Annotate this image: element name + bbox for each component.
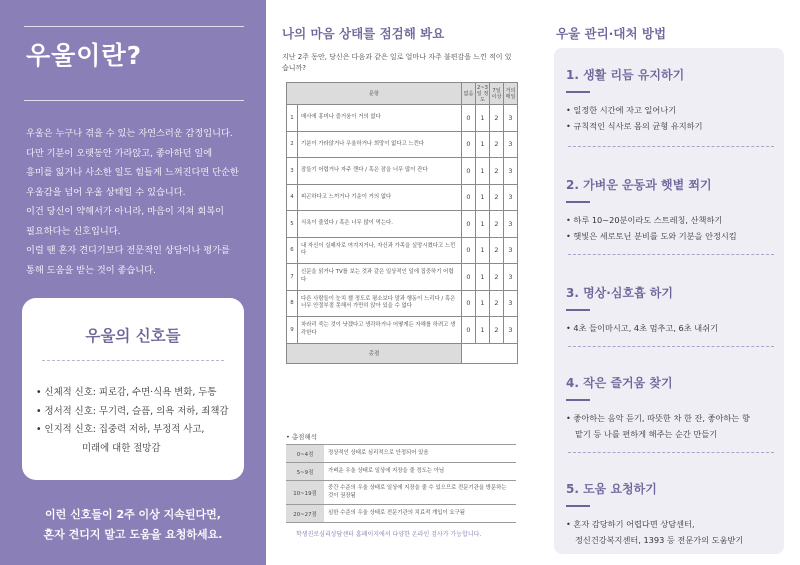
top-divider <box>24 26 244 27</box>
checklist-row <box>287 237 518 264</box>
intro-line: 통해 도움을 받는 것이 좋습니다. <box>26 264 156 276</box>
step-underline <box>566 505 590 507</box>
item-text: 피곤하다고 느끼거나 기운이 거의 없다 <box>298 184 462 211</box>
score-cell[interactable]: 3 <box>504 237 518 264</box>
item-text: 잠들기 어렵거나 자주 깬다 / 혹은 잠을 너무 많이 잔다 <box>298 158 462 185</box>
score-cell[interactable]: 1 <box>476 131 490 158</box>
score-cell[interactable]: 0 <box>462 105 476 132</box>
intro-line: 이럴 땐 혼자 견디기보다 전문적인 상담이나 평가를 <box>26 245 230 256</box>
step-lines <box>566 212 776 244</box>
intro-line: 다만 기분이 오랫동안 가라앉고, 좋아하던 일에 <box>26 147 213 159</box>
item-number: 1 <box>287 105 298 132</box>
left-panel <box>0 0 266 565</box>
title-divider <box>24 100 244 101</box>
step-divider <box>568 452 774 453</box>
score-cell[interactable]: 2 <box>490 290 504 317</box>
step-line: • 규칙적인 식사로 몸의 균형 유지하기 <box>566 121 703 131</box>
score-cell[interactable]: 3 <box>504 105 518 132</box>
item-text: 차라리 죽는 것이 낫겠다고 생각하거나 어떻게든 자해를 하려고 생각한다 <box>298 317 462 344</box>
score-range: 20~27점 <box>286 505 324 523</box>
score-cell[interactable]: 0 <box>462 290 476 317</box>
score-range: 5~9점 <box>286 463 324 481</box>
score-cell[interactable]: 1 <box>476 105 490 132</box>
checklist-row <box>287 211 518 238</box>
item-text: 식욕이 줄었다 / 혹은 너무 많이 먹는다. <box>298 211 462 238</box>
score-cell[interactable]: 2 <box>490 158 504 185</box>
score-cell[interactable]: 3 <box>504 211 518 238</box>
item-number: 6 <box>287 237 298 264</box>
score-cell[interactable]: 1 <box>476 211 490 238</box>
score-cell[interactable]: 2 <box>490 131 504 158</box>
score-cell[interactable]: 1 <box>476 237 490 264</box>
step-divider <box>568 146 774 147</box>
score-cell[interactable]: 1 <box>476 290 490 317</box>
item-number: 9 <box>287 317 298 344</box>
item-number: 3 <box>287 158 298 185</box>
step-underline <box>566 201 590 203</box>
step-line: 정신건강복지센터, 1393 등 전문가의 도움받기 <box>575 535 744 545</box>
score-description: 가벼운 우울 상태로 일상에 지장을 줄 정도는 아님 <box>324 463 516 481</box>
step-lines <box>566 410 776 442</box>
checklist-title: 나의 마음 상태를 점검해 봐요 <box>282 26 445 41</box>
signs-list <box>36 384 228 458</box>
item-number: 8 <box>287 290 298 317</box>
item-text: 매사에 흥미나 즐거움이 거의 없다 <box>298 105 462 132</box>
item-text: 다른 사람들이 눈치 챌 정도로 평소보다 말과 행동이 느리다 / 혹은 너무 안절부절 못해서 가만히 앉아 있을 수 없다 <box>298 290 462 317</box>
interpretation-row <box>286 505 516 523</box>
score-cell[interactable]: 0 <box>462 264 476 291</box>
interpretation-table <box>286 444 516 523</box>
step-line: • 하루 10~20분이라도 스트레칭, 산책하기 <box>566 215 723 225</box>
checklist-row <box>287 158 518 185</box>
sign-item-emotional: • 정서적 신호: 무기력, 슬픔, 의욕 저하, 죄책감 <box>36 405 229 417</box>
total-label: 총점 <box>287 343 462 363</box>
intro-line: 우울은 누구나 겪을 수 있는 자연스러운 감정입니다. <box>26 128 233 139</box>
help-message <box>0 505 266 545</box>
score-cell[interactable]: 1 <box>476 158 490 185</box>
step-underline <box>566 91 590 93</box>
score-cell[interactable]: 0 <box>462 131 476 158</box>
score-cell[interactable]: 2 <box>490 184 504 211</box>
help-line: 이런 신호들이 2주 이상 지속된다면, <box>45 508 221 521</box>
score-cell[interactable]: 2 <box>490 211 504 238</box>
score-cell[interactable]: 2 <box>490 105 504 132</box>
item-number: 7 <box>287 264 298 291</box>
interpretation-row <box>286 445 516 463</box>
step-line: • 4초 들이마시고, 4초 멈추고, 6초 내쉬기 <box>566 323 719 333</box>
score-cell[interactable]: 1 <box>476 184 490 211</box>
score-cell[interactable]: 0 <box>462 237 476 264</box>
score-cell[interactable]: 3 <box>504 131 518 158</box>
intro-line: 이건 당신이 약해서가 아니라, 마음이 지쳐 회복이 <box>26 206 224 217</box>
signs-card <box>22 298 244 480</box>
checklist-question: 지난 2주 동안, 당신은 다음과 같은 일로 얼마나 자주 불편감을 느낀 적이 있습니까? <box>282 53 512 72</box>
col-header-daily: 거의 매일 <box>504 83 518 105</box>
checklist-row <box>287 105 518 132</box>
checklist-table <box>286 82 518 364</box>
score-cell[interactable]: 3 <box>504 184 518 211</box>
total-score-field[interactable] <box>462 343 518 363</box>
interpretation-title: • 총점해석 <box>286 433 318 441</box>
coping-step-breathing <box>566 284 776 336</box>
item-text: 기분이 가라앉거나 우울하거나 희망이 없다고 느낀다 <box>298 131 462 158</box>
item-number: 2 <box>287 131 298 158</box>
step-title: 2. 가벼운 운동과 햇볕 쬐기 <box>566 178 712 192</box>
step-line: • 일정한 시간에 자고 일어나기 <box>566 105 677 115</box>
coping-step-routine <box>566 66 776 134</box>
interpretation-row <box>286 481 516 505</box>
intro-line: 필요하다는 신호입니다. <box>26 225 121 237</box>
score-cell[interactable]: 2 <box>490 264 504 291</box>
score-description: 정상적인 상태로 심리적으로 안정되어 있음 <box>324 445 516 463</box>
intro-line: 흥미를 잃거나 사소한 일도 힘들게 느껴진다면 단순한 <box>26 167 239 178</box>
checklist-row <box>287 264 518 291</box>
step-title: 4. 작은 즐거움 찾기 <box>566 376 673 390</box>
signs-divider <box>42 360 224 361</box>
score-cell[interactable]: 3 <box>504 290 518 317</box>
col-header-item: 문항 <box>287 83 462 105</box>
item-text: 내 자신이 실패자로 여겨지거나, 자신과 가족을 실망시켰다고 느낀다 <box>298 237 462 264</box>
score-cell[interactable]: 1 <box>476 317 490 344</box>
checklist-row <box>287 317 518 344</box>
score-cell[interactable]: 0 <box>462 184 476 211</box>
step-line: • 좋아하는 음악 듣기, 따뜻한 차 한 잔, 좋아하는 향 <box>566 413 750 423</box>
total-row <box>287 343 518 363</box>
score-cell[interactable]: 2 <box>490 317 504 344</box>
checklist-row <box>287 184 518 211</box>
score-range: 0~4점 <box>286 445 324 463</box>
score-cell[interactable]: 3 <box>504 264 518 291</box>
score-description: 심한 수준의 우울 상태로 전문기관의 치료적 개입이 요구됨 <box>324 505 516 523</box>
page-title: 우울이란? <box>26 41 143 70</box>
step-title: 3. 명상·심호흡 하기 <box>566 286 673 300</box>
sign-item-cognitive: • 인지적 신호: 집중력 저하, 부정적 사고, <box>36 424 205 435</box>
step-line: • 햇빛은 세로토닌 분비를 도와 기분을 안정시킴 <box>566 231 737 241</box>
help-line: 혼자 견디지 말고 도움을 요청하세요. <box>43 528 223 541</box>
step-line: 맡기 등 나를 편하게 해주는 순간 만들기 <box>575 429 718 439</box>
interpretation-row <box>286 463 516 481</box>
score-cell[interactable]: 1 <box>476 264 490 291</box>
col-header-few-days: 2~3일 정도 <box>476 84 489 103</box>
coping-title: 우울 관리·대처 방법 <box>556 26 667 41</box>
intro-text <box>26 124 248 280</box>
coping-step-help <box>566 480 776 548</box>
step-line: • 혼자 감당하기 어렵다면 상담센터, <box>566 519 695 529</box>
score-cell[interactable]: 0 <box>462 211 476 238</box>
checklist-row <box>287 131 518 158</box>
step-underline <box>566 399 590 401</box>
item-text: 신문을 읽거나 TV를 보는 것과 같은 일상적인 일에 집중하기 어렵다 <box>298 264 462 291</box>
step-divider <box>568 254 774 255</box>
coping-section <box>546 0 786 565</box>
step-lines <box>566 320 776 336</box>
col-header-week: 7일 이상 <box>490 83 504 105</box>
step-title: 1. 생활 리듬 유지하기 <box>566 68 685 82</box>
score-range: 10~19점 <box>286 481 324 505</box>
score-description: 중간 수준의 우울 상태로 일상에 지장을 줄 수 있으므로 전문기관을 방문하는 것이 권장됨 <box>324 481 516 505</box>
score-cell[interactable]: 3 <box>504 317 518 344</box>
score-cell[interactable]: 2 <box>490 237 504 264</box>
step-underline <box>566 309 590 311</box>
score-cell[interactable]: 0 <box>462 317 476 344</box>
sign-item-cognitive-cont: 미래에 대한 절망감 <box>82 442 161 454</box>
checklist-header-row <box>287 83 518 105</box>
step-lines <box>566 102 776 134</box>
coping-step-exercise <box>566 176 776 244</box>
item-number: 4 <box>287 184 298 211</box>
sign-item-physical: • 신체적 신호: 피로감, 수면·식욕 변화, 두통 <box>36 387 217 398</box>
score-cell[interactable]: 3 <box>504 158 518 185</box>
col-header-none: 없음 <box>462 83 476 105</box>
counseling-center-note: 학생진로심리상담센터 홈페이지에서 다양한 온라인 검사가 가능합니다. <box>296 531 482 538</box>
score-cell[interactable]: 0 <box>462 158 476 185</box>
step-title: 5. 도움 요청하기 <box>566 482 657 496</box>
signs-title: 우울의 신호들 <box>85 327 181 345</box>
step-divider <box>568 346 774 347</box>
checklist-row <box>287 290 518 317</box>
item-number: 5 <box>287 211 298 238</box>
step-lines <box>566 516 776 548</box>
intro-line: 우울감을 넘어 우울 상태일 수 있습니다. <box>26 186 186 198</box>
checklist-section <box>282 0 526 565</box>
coping-step-joy <box>566 374 776 442</box>
